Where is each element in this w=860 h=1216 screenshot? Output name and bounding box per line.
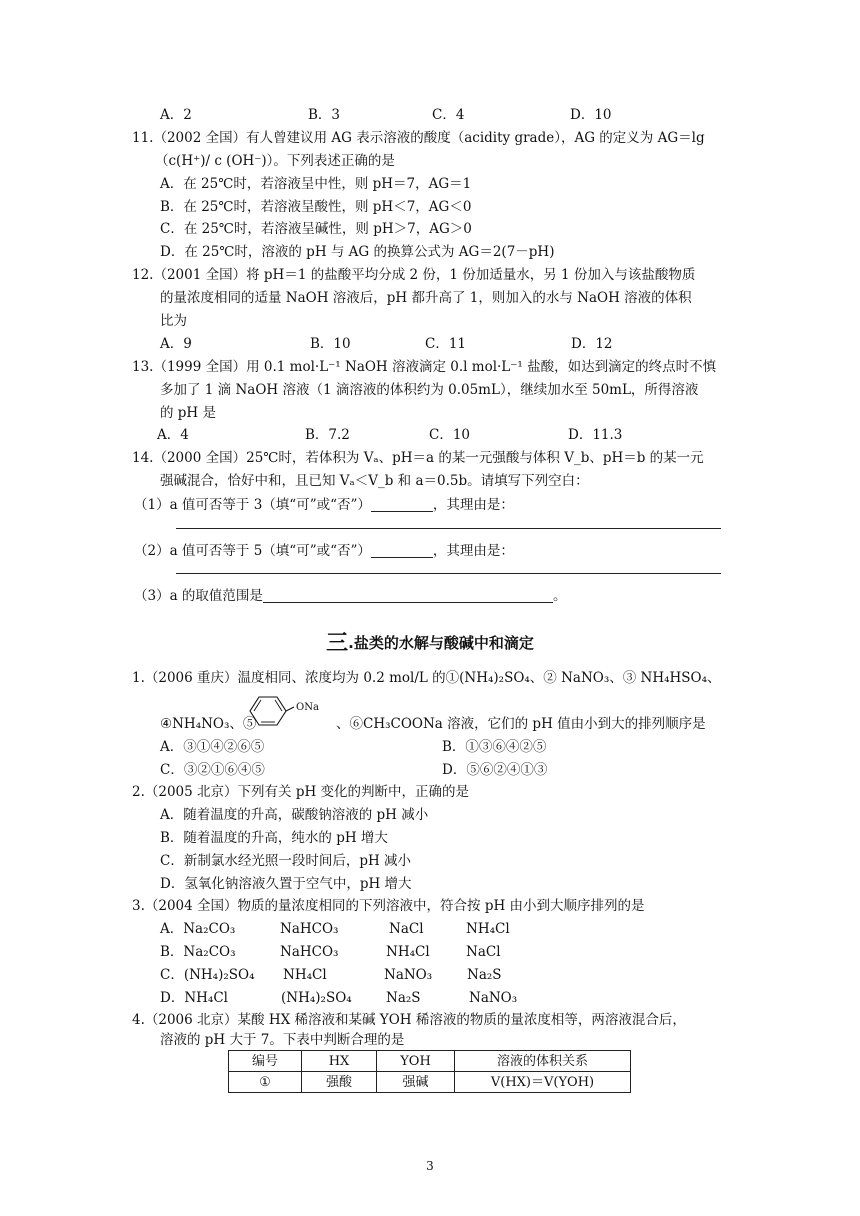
q14-reason-line-2[interactable] — [176, 573, 721, 574]
table-header-cell: HX — [302, 1051, 377, 1072]
s2-option-a: A．随着温度的升高，碳酸钠溶液的 pH 减小 — [160, 807, 429, 823]
q12-stem-line3: 比为 — [160, 313, 187, 329]
s2-stem-line1: 2.（2005 北京）下列有关 pH 变化的判断中，正确的是 — [132, 784, 470, 800]
s3-c-3: NaNO₃ — [384, 967, 433, 983]
s2-option-d: D．氢氧化钠溶液久置于空气中，pH 增大 — [160, 876, 412, 892]
s3-stem-line1: 3.（2004 全国）物质的量浓度相同的下列溶液中，符合按 pH 由小到大顺序排列的是 — [132, 898, 645, 914]
q11-stem-line2: （c(H⁺)/ c (OH⁻)）。下列表述正确的是 — [155, 153, 395, 169]
s1-stem-line1: 1.（2006 重庆）温度相同、浓度均为 0.2 mol/L 的①(NH₄)₂SO₄、② NaNO₃、③ NH₄HSO₄、 — [132, 670, 721, 686]
s3-b-2: NaHCO₃ — [280, 944, 339, 960]
s3-b-4: NaCl — [466, 944, 501, 960]
s3-d-1: D．NH₄Cl — [160, 990, 228, 1006]
q10-option-d: D．10 — [570, 107, 612, 123]
q14-sub1-tail: ，其理由是： — [432, 497, 514, 513]
s1-option-b: B．①③⑥④②⑤ — [442, 739, 547, 755]
section-number: 三 — [326, 631, 349, 656]
q11-option-d: D．在 25℃时，溶液的 pH 与 AG 的换算公式为 AG＝2(7－pH) — [160, 244, 555, 260]
q11-option-a: A．在 25℃时，若溶液呈中性，则 pH＝7，AG＝1 — [160, 176, 472, 192]
q14-reason-line-1[interactable] — [176, 528, 721, 529]
q10-option-b: B．3 — [308, 107, 341, 123]
q13-option-d: D．11.3 — [568, 427, 623, 443]
q13-stem-line3: 的 pH 是 — [160, 405, 216, 421]
q13-stem-line1: 13.（1999 全国）用 0.1 mol·L⁻¹ NaOH 溶液滴定 0.l mol·L⁻¹ 盐酸，如达到滴定的终点时不慎 — [132, 359, 717, 375]
section-title-text: .盐类的水解与酸碱中和滴定 — [348, 634, 534, 652]
s3-d-4: NaNO₃ — [469, 990, 518, 1006]
q14-sub3 — [134, 588, 566, 604]
q13-option-a: A．4 — [157, 427, 189, 443]
table-row — [229, 1072, 631, 1093]
q14-sub3-tail: 。 — [552, 588, 567, 604]
table-header-row — [229, 1051, 631, 1072]
s4-stem-line1: 4.（2006 北京）某酸 HX 稀溶液和某碱 YOH 稀溶液的物质的量浓度相等，两溶液混合后， — [132, 1012, 686, 1028]
s3-d-3: Na₂S — [386, 990, 421, 1006]
s1-stem-line2-pre: ④NH₄NO₃、⑤ — [160, 716, 257, 732]
q10-option-a: A．2 — [160, 107, 192, 123]
q11-option-b: B．在 25℃时，若溶液呈酸性，则 pH＜7，AG＜0 — [160, 199, 472, 215]
s3-a-3: NaCl — [389, 921, 424, 937]
s3-b-3: NH₄Cl — [386, 944, 430, 960]
q14-sub1-text: （1）a 值可否等于 3（填“可”或“否”） — [134, 497, 371, 513]
table-header-cell: 编号 — [229, 1051, 302, 1072]
s1-mol-label: ONa — [296, 702, 319, 713]
table-header-cell: YOH — [377, 1051, 455, 1072]
s3-d-2: (NH₄)₂SO₄ — [281, 990, 352, 1006]
q12-option-d: D．12 — [571, 336, 613, 352]
q14-sub1 — [134, 497, 514, 513]
q10-option-c: C．4 — [432, 107, 465, 123]
q14-sub3-text: （3）a 的取值范围是 — [134, 588, 263, 604]
q14-stem-line2: 强碱混合，恰好中和，且已知 Vₐ＜V_b 和 a＝0.5b。请填写下列空白： — [160, 473, 589, 489]
table-cell: V(HX)＝V(YOH) — [455, 1072, 631, 1093]
q12-option-b: B．10 — [310, 336, 351, 352]
s3-b-1: B．Na₂CO₃ — [160, 944, 236, 960]
q14-answer-blank-3[interactable] — [263, 588, 553, 603]
q14-sub2-text: （2）a 值可否等于 5（填“可”或“否”） — [134, 543, 371, 559]
q14-answer-blank-1[interactable] — [371, 497, 433, 512]
s3-c-2: NH₄Cl — [283, 967, 327, 983]
s4-stem-line2: 溶液的 pH 大于 7。下表中判断合理的是 — [160, 1032, 405, 1048]
q12-stem-line1: 12.（2001 全国）将 pH＝1 的盐酸平均分成 2 份，1 份加适量水，另 1 份加入与该盐酸物质 — [132, 267, 696, 283]
table-cell: 强碱 — [377, 1072, 455, 1093]
q12-stem-line2: 的量浓度相同的适量 NaOH 溶液后，pH 都升高了 1，则加入的水与 NaOH 溶液的体积 — [160, 290, 692, 306]
s3-c-4: Na₂S — [467, 967, 502, 983]
q11-stem-line1: 11.（2002 全国）有人曾建议用 AG 表示溶液的酸度（acidity grade），AG 的定义为 AG＝lg — [132, 130, 705, 146]
table-cell: ① — [229, 1072, 302, 1093]
table-cell: 强酸 — [302, 1072, 377, 1093]
q14-answer-blank-2[interactable] — [371, 543, 433, 558]
q12-option-a: A．9 — [160, 336, 192, 352]
table-header-cell: 溶液的体积关系 — [455, 1051, 631, 1072]
q14-stem-line1: 14.（2000 全国）25℃时，若体积为 Vₐ、pH＝a 的某一元强酸与体积 V_b、pH＝b 的某一元 — [132, 450, 704, 466]
s2-option-c: C．新制氯水经光照一段时间后，pH 减小 — [160, 853, 412, 869]
page-number: 3 — [426, 1159, 434, 1173]
s3-a-2: NaHCO₃ — [280, 921, 339, 937]
s4-table — [228, 1050, 631, 1093]
section-heading — [0, 633, 860, 655]
s1-option-c: C．③②①⑥④⑤ — [160, 762, 265, 778]
q14-sub2 — [134, 543, 514, 559]
q11-option-c: C．在 25℃时，若溶液呈碱性，则 pH＞7，AG＞0 — [160, 221, 472, 237]
s3-a-1: A．Na₂CO₃ — [160, 921, 236, 937]
q14-sub2-tail: ，其理由是： — [432, 543, 514, 559]
s1-stem-line2-post: 、⑥CH₃COONa 溶液，它们的 pH 值由小到大的排列顺序是 — [336, 716, 706, 732]
s2-option-b: B．随着温度的升高，纯水的 pH 增大 — [160, 830, 388, 846]
q13-option-b: B．7.2 — [305, 427, 350, 443]
s3-a-4: NH₄Cl — [466, 921, 510, 937]
s1-option-d: D．⑤⑥②④①③ — [442, 762, 548, 778]
q12-option-c: C．11 — [425, 336, 467, 352]
q13-option-c: C．10 — [429, 427, 471, 443]
s1-option-a: A．③①④②⑥⑤ — [160, 739, 265, 755]
q13-stem-line2: 多加了 1 滴 NaOH 溶液（1 滴溶液的体积约为 0.05mL），继续加水至 50mL，所得溶液 — [160, 382, 699, 398]
s3-c-1: C．(NH₄)₂SO₄ — [160, 967, 255, 983]
